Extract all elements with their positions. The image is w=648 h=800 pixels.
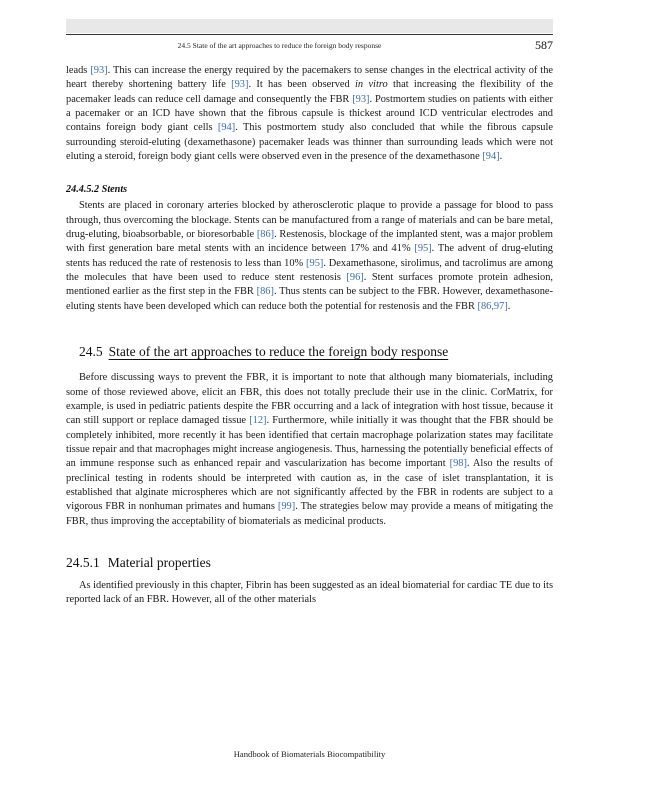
text: . Thus stents can be subject to the FBR. However, dexamethasone-eluting stents have been developed which can reduce both the potential for restenosis and the FBR [66, 286, 554, 312]
text: . The advent of drug-eluting stents has reduced the rate of restenosis to less than 10% [66, 243, 553, 269]
text: . This can increase the energy required by the pacemakers to sense changes in the electrical activity of the heart thereby shortening battery life [66, 65, 554, 91]
text: . The strategies below may provide a means of mitigating the FBR, thus improving the acceptability of biomaterials as medicinal products. [66, 501, 553, 527]
section-heading-24-5-1 [66, 555, 553, 571]
text: . Also the results of preclinical testing in rodents should be interpreted with caution as, in the case of islet transplantation, it is established that alginate microspheres which are not significantly affected by the FBR in rodents are subject to a vigorous FBR in nonhuman primates and humans [66, 458, 553, 513]
citation-link[interactable]: [95] [414, 243, 432, 255]
text: . [499, 151, 503, 163]
citation-link[interactable]: [96] [346, 272, 364, 284]
section-title: Material properties [107, 554, 211, 570]
text: . It has been observed [248, 79, 356, 91]
citation-link[interactable]: [94] [482, 151, 500, 163]
citation-link[interactable]: [86] [256, 229, 275, 241]
citation-link[interactable]: [86] [256, 286, 274, 298]
citation-link[interactable]: [93] [90, 65, 108, 76]
page-body [66, 64, 553, 608]
text: . [507, 300, 511, 312]
text: As identified previously in this chapter, Fibrin has been suggested as an ideal biomaterial for cardiac TE due to its reported lack of an FBR. However, all of the other materials [66, 579, 553, 606]
text: . This postmortem study also concluded that while the fibrous capsule surrounding steroid-eluting (dexamethasone) pacemaker leads was thinner than surrounding leads which were not eluting a steroid, foreign body giant cells were observed even in the presence of the dexamethasone [66, 122, 553, 163]
citation-link[interactable]: [12] [249, 415, 267, 427]
paragraph-stents [66, 199, 553, 314]
italic-text: in vitro [355, 79, 388, 91]
footer-book-title: Handbook of Biomaterials Biocompatibility [233, 749, 386, 759]
citation-link[interactable]: [94] [217, 122, 236, 134]
text: . Restenosis, blockage of the implanted stent, was a major problem with first generation bare metal stents with an incidence between 17% and 41% [66, 229, 553, 255]
section-number: 24.5 [79, 344, 103, 360]
running-title: 24.5 State of the art approaches to reduce the foreign body response [177, 41, 382, 50]
header-bar [66, 19, 553, 33]
text: leads [66, 65, 91, 76]
text: . Dexamethasone, sirolimus, and tacrolimus are among the molecules that have been used to reduce stent restenosis [66, 257, 553, 284]
text: that increasing the flexibility of the pacemaker leads can reduce cell damage and consequently the FBR [66, 79, 553, 105]
running-head [66, 38, 553, 54]
citation-link[interactable]: [98] [449, 458, 467, 470]
section-heading-24-5 [66, 344, 553, 360]
citation-link[interactable]: [93] [231, 79, 249, 91]
text: Before discussing ways to prevent the FBR, it is important to note that although many biomaterials, including some of those reviewed above, elicit an FBR, this does not totally preclude their use in the clinic. CorMatrix, for example, is used in pediatric patients despite the FBR occurring and a lack of integration with host tissue, because it can still support or replace damaged tissue [66, 372, 553, 427]
text: . Stent surfaces promote protein adhesion, mentioned earlier as the first step in the FBR [66, 272, 554, 298]
citation-link[interactable]: [86,97] [477, 300, 508, 312]
paragraph-state-of-art [66, 371, 553, 529]
paragraph-pacemaker-leads [66, 64, 553, 164]
header-rule [66, 34, 553, 35]
citation-link[interactable]: [93] [352, 93, 370, 105]
citation-link[interactable]: [95] [306, 257, 324, 269]
section-number: 24.5.1 [66, 554, 100, 570]
text: Stents are placed in coronary arteries blocked by atherosclerotic plaque to provide a passage for blood to pass through, thus overcoming the blockage. Stents can be manufactured from a range of materials and can be bare metal, drug-eluting, bioabsorbable, or bioresorbable [66, 200, 553, 241]
paragraph-material-properties [66, 579, 553, 608]
citation-link[interactable]: [99] [277, 501, 296, 513]
text: . Furthermore, while initially it was thought that the FBR should be completely inhibited, more recently it has been identified that certain macrophage polarization states may facilitate tissue repair and that macrophages might increase angiogenesis. Thus, harnessing the potentially beneficial effects of an immune response such as enhanced repair and vascularization has become important [66, 415, 554, 470]
subsection-heading-stents: 24.4.5.2 Stents [66, 184, 128, 196]
page-number: 587 [535, 38, 553, 52]
section-title: State of the art approaches to reduce the foreign body response [108, 344, 449, 360]
text: . Postmortem studies on patients with either a pacemaker or an ICD have shown that the fibrous capsule is thickest around ICD ventricular electrodes and contains foreign body giant cells [66, 93, 554, 134]
